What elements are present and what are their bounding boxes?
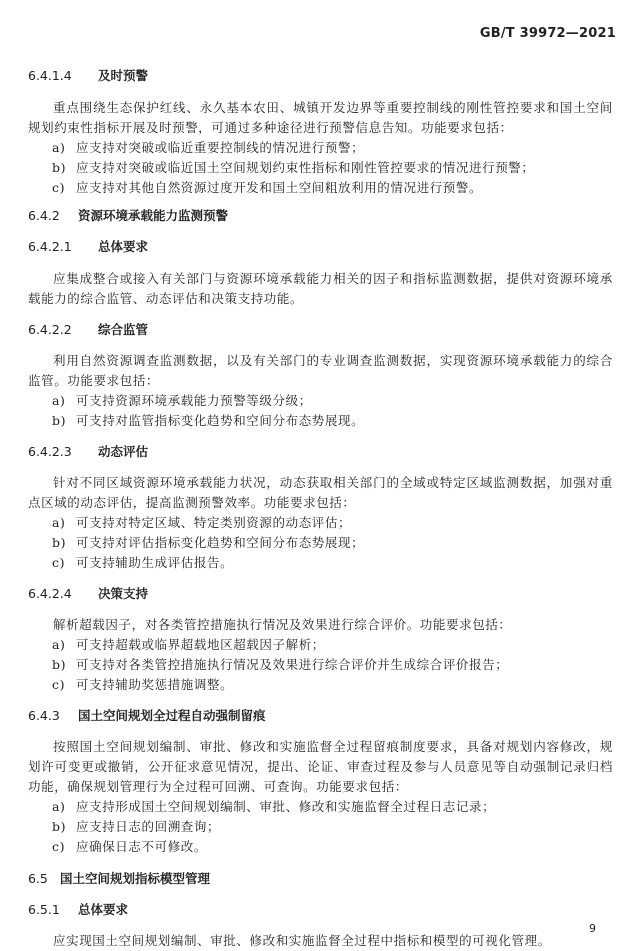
item-marker: b) — [52, 160, 67, 175]
item-marker: b) — [52, 413, 67, 428]
requirement-list — [28, 391, 613, 431]
list-item — [28, 533, 613, 553]
section-number: 6.4.2.1 — [28, 239, 72, 254]
list-item — [28, 391, 613, 411]
item-text: 应支持对其他自然资源过度开发和国土空间粗放利用的情况进行预警。 — [76, 180, 483, 195]
section-heading — [28, 584, 613, 602]
section-heading — [28, 900, 613, 918]
item-marker: c) — [52, 180, 66, 195]
item-marker: a) — [52, 393, 66, 408]
item-marker: a) — [52, 637, 66, 652]
section-6-5-1 — [28, 900, 613, 951]
item-text: 可支持超载或临界超载地区超载因子解析； — [76, 637, 325, 652]
section-title: 国土空间规划全过程自动强制留痕 — [78, 708, 266, 723]
list-item — [28, 675, 613, 695]
requirement-list — [28, 635, 613, 695]
paragraph: 应实现国土空间规划编制、审批、修改和实施监督全过程中指标和模型的可视化管理。 — [53, 933, 551, 948]
item-text: 可支持对评估指标变化趋势和空间分布态势展现； — [76, 535, 365, 550]
item-text: 可支持辅助奖惩措施调整。 — [76, 677, 234, 692]
section-heading — [28, 66, 613, 84]
item-text: 应确保日志不可修改。 — [76, 839, 208, 854]
list-item — [28, 513, 613, 533]
section-title: 总体要求 — [98, 239, 149, 254]
item-marker: c) — [52, 555, 66, 570]
list-item — [28, 635, 613, 655]
item-marker: b) — [52, 657, 67, 672]
section-title: 及时预警 — [98, 68, 149, 83]
list-item — [28, 655, 613, 675]
section-number: 6.4.2 — [28, 208, 60, 223]
section-6-4-2-4 — [28, 584, 613, 695]
item-marker: c) — [52, 839, 66, 854]
list-item — [28, 817, 613, 837]
section-6-4-3 — [28, 706, 613, 857]
section-heading — [28, 206, 613, 224]
item-text: 可支持对特定区域、特定类别资源的动态评估； — [76, 515, 352, 530]
section-6-4-1-4 — [28, 66, 613, 198]
section-number: 6.4.2.4 — [28, 586, 72, 601]
paragraph: 利用自然资源调查监测数据，以及有关部门的专业调查监测数据，实现资源环境承载能力的综合监管。功能要求包括： — [28, 353, 613, 388]
section-6-4-2-3 — [28, 442, 613, 573]
list-item — [28, 138, 613, 158]
section-heading — [28, 442, 613, 460]
section-title: 决策支持 — [98, 586, 149, 601]
section-heading — [28, 869, 613, 887]
item-marker: a) — [52, 140, 66, 155]
item-marker: a) — [52, 799, 66, 814]
list-item — [28, 797, 613, 817]
section-number: 6.4.1.4 — [28, 68, 72, 83]
item-text: 可支持辅助生成评估报告。 — [76, 555, 234, 570]
page-number: 9 — [589, 922, 596, 935]
paragraph: 应集成整合或接入有关部门与资源环境承载能力相关的因子和指标监测数据，提供对资源环境承载能力的综合监管、动态评估和决策支持功能。 — [28, 271, 613, 306]
section-number: 6.4.3 — [28, 708, 60, 723]
section-title: 综合监管 — [98, 322, 149, 337]
requirement-list — [28, 138, 613, 198]
paragraph: 按照国土空间规划编制、审批、修改和实施监督全过程留痕制度要求，具备对规划内容修改，规划许可变更或撤销，公开征求意见情况，提出、论证、审查过程及参与人员意见等自动强制记录归档功能，确保规划管理行为全过程可回溯、可查询。功能要求包括： — [28, 739, 613, 794]
section-title: 资源环境承载能力监测预警 — [78, 208, 229, 223]
list-item — [28, 178, 613, 198]
section-heading — [28, 320, 613, 338]
section-number: 6.4.2.3 — [28, 444, 72, 459]
section-number: 6.5.1 — [28, 902, 60, 917]
paragraph: 重点围绕生态保护红线、永久基本农田、城镇开发边界等重要控制线的刚性管控要求和国土空间规划约束性指标开展及时预警，可通过多种途径进行预警信息告知。功能要求包括： — [28, 100, 613, 135]
requirement-list — [28, 513, 613, 573]
section-title: 动态评估 — [98, 444, 149, 459]
item-marker: a) — [52, 515, 66, 530]
item-text: 可支持资源环境承载能力预警等级分级； — [76, 393, 312, 408]
section-heading — [28, 237, 613, 255]
list-item — [28, 837, 613, 857]
section-title: 国土空间规划指标模型管理 — [60, 871, 211, 886]
item-marker: b) — [52, 819, 67, 834]
list-item — [28, 553, 613, 573]
list-item — [28, 158, 613, 178]
section-6-4-2-2 — [28, 320, 613, 431]
page-content — [28, 66, 613, 951]
section-number: 6.5 — [28, 871, 48, 886]
item-marker: b) — [52, 535, 67, 550]
paragraph: 解析超载因子，对各类管控措施执行情况及效果进行综合评价。功能要求包括： — [53, 617, 512, 632]
section-number: 6.4.2.2 — [28, 322, 72, 337]
requirement-list — [28, 797, 613, 857]
item-text: 应支持对突破或临近重要控制线的情况进行预警； — [76, 140, 365, 155]
item-text: 应支持日志的回溯查询； — [76, 819, 221, 834]
standard-code: GB/T 39972—2021 — [479, 26, 616, 41]
item-text: 应支持形成国土空间规划编制、审批、修改和实施监督全过程日志记录； — [76, 799, 496, 814]
section-title: 总体要求 — [78, 902, 129, 917]
item-text: 可支持对各类管控措施执行情况及效果进行综合评价并生成综合评价报告； — [76, 657, 509, 672]
item-marker: c) — [52, 677, 66, 692]
item-text: 应支持对突破或临近国土空间规划约束性指标和刚性管控要求的情况进行预警； — [76, 160, 535, 175]
paragraph: 针对不同区域资源环境承载能力状况，动态获取相关部门的全域或特定区域监测数据，加强对重点区域的动态评估，提高监测预警效率。功能要求包括： — [28, 475, 613, 510]
section-6-4-2-1 — [28, 237, 613, 309]
list-item — [28, 411, 613, 431]
item-text: 可支持对监管指标变化趋势和空间分布态势展现。 — [76, 413, 365, 428]
section-heading — [28, 706, 613, 724]
